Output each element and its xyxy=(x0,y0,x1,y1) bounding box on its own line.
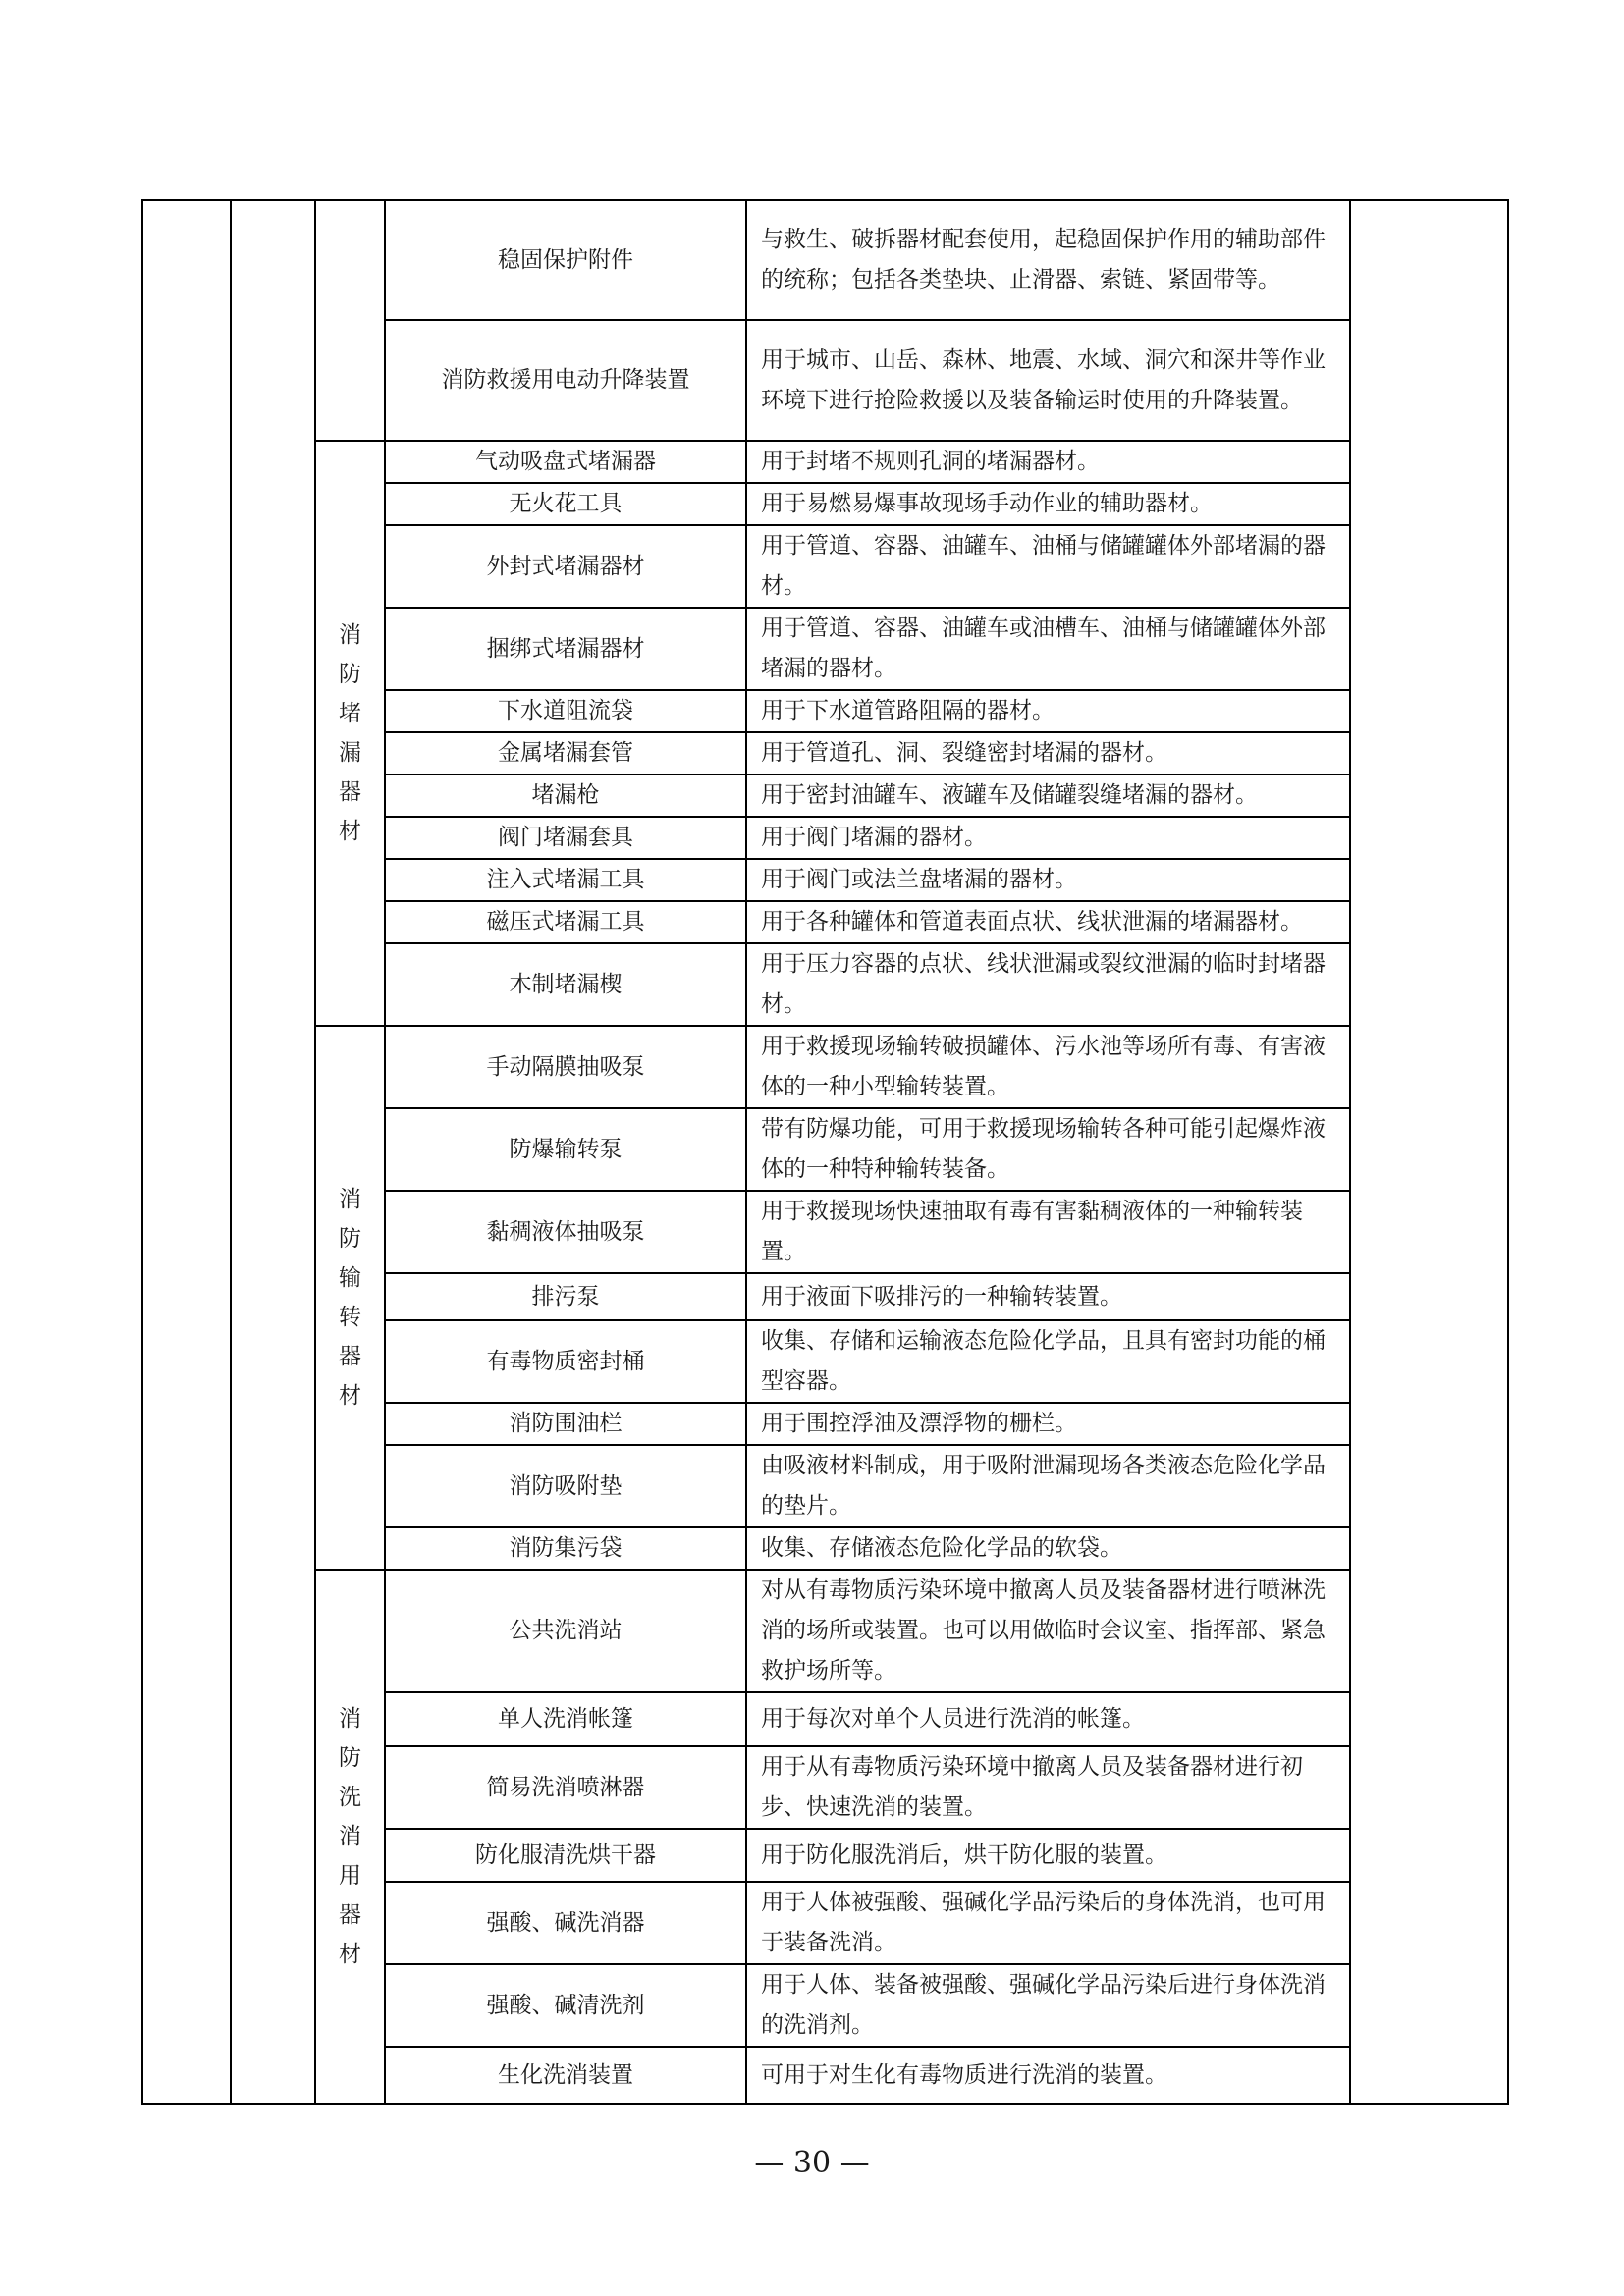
remarks-cell xyxy=(1350,200,1508,2104)
equipment-description: 用于液面下吸排污的一种输转装置。 xyxy=(746,1273,1350,1320)
equipment-description: 用于下水道管路阻隔的器材。 xyxy=(746,690,1350,732)
equipment-table-body xyxy=(142,200,1508,2104)
equipment-name: 稳固保护附件 xyxy=(385,200,746,320)
equipment-description: 用于救援现场快速抽取有毒有害黏稠液体的一种输转装置。 xyxy=(746,1191,1350,1273)
equipment-description: 用于城市、山岳、森林、地震、水域、洞穴和深井等作业环境下进行抢险救援以及装备输运时使用的升降装置。 xyxy=(746,320,1350,441)
equipment-description: 可用于对生化有毒物质进行洗消的装置。 xyxy=(746,2047,1350,2104)
equipment-name: 外封式堵漏器材 xyxy=(385,525,746,608)
equipment-name: 阀门堵漏套具 xyxy=(385,817,746,859)
equipment-name: 有毒物质密封桶 xyxy=(385,1320,746,1403)
table-row xyxy=(142,1570,1508,1692)
equipment-name: 堵漏枪 xyxy=(385,774,746,817)
equipment-name: 手动隔膜抽吸泵 xyxy=(385,1026,746,1108)
equipment-name: 消防围油栏 xyxy=(385,1403,746,1445)
equipment-description: 用于封堵不规则孔洞的堵漏器材。 xyxy=(746,441,1350,483)
equipment-name: 强酸、碱洗消器 xyxy=(385,1882,746,1964)
equipment-name: 生化洗消装置 xyxy=(385,2047,746,2104)
level2-category-cell xyxy=(231,200,315,2104)
equipment-description: 用于密封油罐车、液罐车及储罐裂缝堵漏的器材。 xyxy=(746,774,1350,817)
equipment-name: 防爆输转泵 xyxy=(385,1108,746,1191)
equipment-name: 磁压式堵漏工具 xyxy=(385,901,746,943)
equipment-name: 强酸、碱清洗剂 xyxy=(385,1964,746,2047)
equipment-description: 用于压力容器的点状、线状泄漏或裂纹泄漏的临时封堵器材。 xyxy=(746,943,1350,1026)
equipment-name: 注入式堵漏工具 xyxy=(385,859,746,901)
equipment-description: 用于从有毒物质污染环境中撤离人员及装备器材进行初步、快速洗消的装置。 xyxy=(746,1746,1350,1829)
equipment-name: 简易洗消喷淋器 xyxy=(385,1746,746,1829)
equipment-description: 用于人体、装备被强酸、强碱化学品污染后进行身体洗消的洗消剂。 xyxy=(746,1964,1350,2047)
level1-category-cell xyxy=(142,200,231,2104)
equipment-description: 用于防化服洗消后，烘干防化服的装置。 xyxy=(746,1829,1350,1882)
table-row xyxy=(142,200,1508,320)
equipment-name: 单人洗消帐篷 xyxy=(385,1692,746,1746)
equipment-description: 用于每次对单个人员进行洗消的帐篷。 xyxy=(746,1692,1350,1746)
equipment-name: 无火花工具 xyxy=(385,483,746,525)
equipment-description: 用于管道、容器、油罐车或油槽车、油桶与储罐罐体外部堵漏的器材。 xyxy=(746,608,1350,690)
equipment-name: 气动吸盘式堵漏器 xyxy=(385,441,746,483)
equipment-description: 用于易燃易爆事故现场手动作业的辅助器材。 xyxy=(746,483,1350,525)
equipment-description: 用于救援现场输转破损罐体、污水池等场所有毒、有害液体的一种小型输转装置。 xyxy=(746,1026,1350,1108)
equipment-name: 金属堵漏套管 xyxy=(385,732,746,774)
equipment-name: 排污泵 xyxy=(385,1273,746,1320)
equipment-description: 收集、存储液态危险化学品的软袋。 xyxy=(746,1527,1350,1570)
equipment-description: 用于围控浮油及漂浮物的栅栏。 xyxy=(746,1403,1350,1445)
equipment-description: 用于管道孔、洞、裂缝密封堵漏的器材。 xyxy=(746,732,1350,774)
category-label: 消防堵漏器材 xyxy=(339,622,361,844)
equipment-name: 消防救援用电动升降装置 xyxy=(385,320,746,441)
category-cell-transfer xyxy=(315,1026,385,1570)
equipment-name: 消防集污袋 xyxy=(385,1527,746,1570)
table-row xyxy=(142,1026,1508,1108)
equipment-description: 用于阀门或法兰盘堵漏的器材。 xyxy=(746,859,1350,901)
level3-category-cell xyxy=(315,200,385,441)
equipment-name: 下水道阻流袋 xyxy=(385,690,746,732)
equipment-description: 收集、存储和运输液态危险化学品，且具有密封功能的桶型容器。 xyxy=(746,1320,1350,1403)
equipment-name: 公共洗消站 xyxy=(385,1570,746,1692)
equipment-name: 木制堵漏楔 xyxy=(385,943,746,1026)
equipment-description: 由吸液材料制成，用于吸附泄漏现场各类液态危险化学品的垫片。 xyxy=(746,1445,1350,1527)
page-number: — 30 — xyxy=(754,2146,870,2180)
table-row xyxy=(142,441,1508,483)
category-label: 消防洗消用器材 xyxy=(339,1706,361,1967)
equipment-table xyxy=(141,199,1509,2105)
equipment-description: 用于管道、容器、油罐车、油桶与储罐罐体外部堵漏的器材。 xyxy=(746,525,1350,608)
category-cell-decontamination xyxy=(315,1570,385,2104)
equipment-description: 与救生、破拆器材配套使用，起稳固保护作用的辅助部件的统称；包括各类垫块、止滑器、索链、紧固带等。 xyxy=(746,200,1350,320)
equipment-description: 带有防爆功能，可用于救援现场输转各种可能引起爆炸液体的一种特种输转装备。 xyxy=(746,1108,1350,1191)
equipment-description: 用于各种罐体和管道表面点状、线状泄漏的堵漏器材。 xyxy=(746,901,1350,943)
category-cell-plugging xyxy=(315,441,385,1026)
category-label: 消防输转器材 xyxy=(339,1187,361,1409)
equipment-description: 对从有毒物质污染环境中撤离人员及装备器材进行喷淋洗消的场所或装置。也可以用做临时会议室、指挥部、紧急救护场所等。 xyxy=(746,1570,1350,1692)
equipment-description: 用于阀门堵漏的器材。 xyxy=(746,817,1350,859)
equipment-description: 用于人体被强酸、强碱化学品污染后的身体洗消，也可用于装备洗消。 xyxy=(746,1882,1350,1964)
equipment-name: 防化服清洗烘干器 xyxy=(385,1829,746,1882)
equipment-name: 捆绑式堵漏器材 xyxy=(385,608,746,690)
equipment-name: 消防吸附垫 xyxy=(385,1445,746,1527)
equipment-name: 黏稠液体抽吸泵 xyxy=(385,1191,746,1273)
